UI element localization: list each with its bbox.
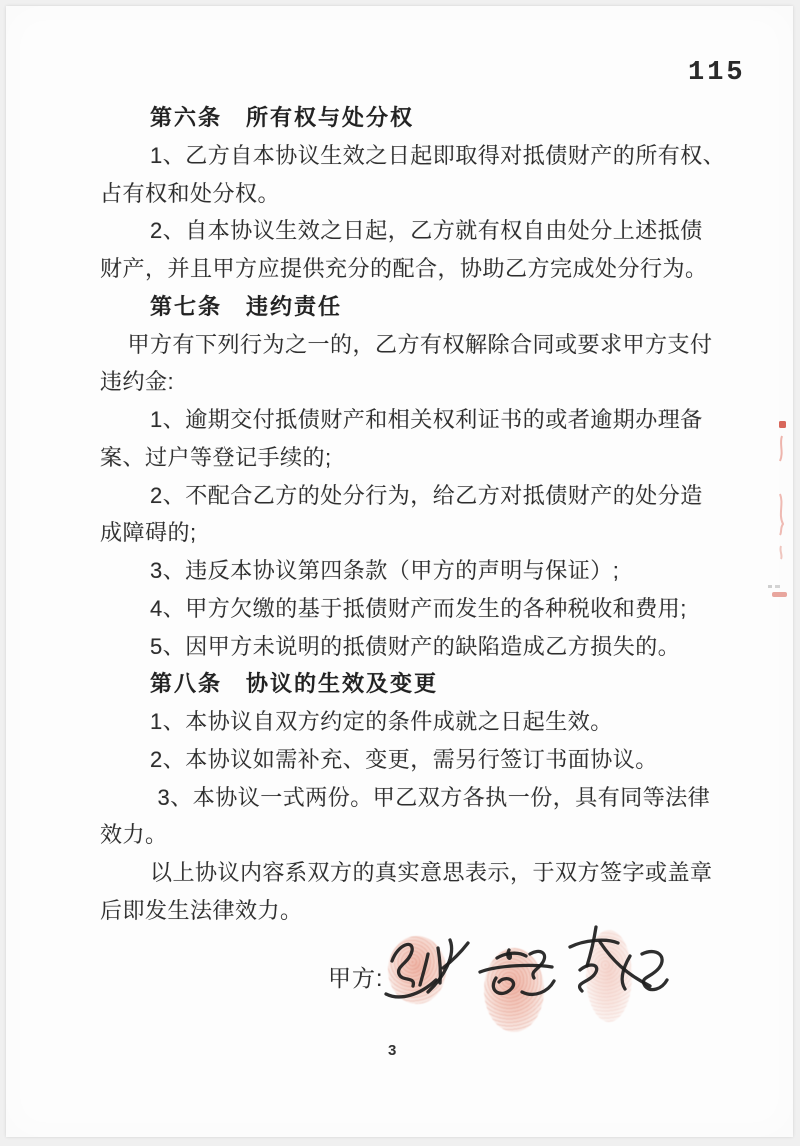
- doc-line: 1、本协议自双方约定的条件成就之日起生效。: [150, 709, 613, 734]
- doc-line: 1、逾期交付抵债财产和相关权利证书的或者逾期办理备: [150, 407, 703, 432]
- doc-line: 4、甲方欠缴的基于抵债财产而发生的各种税收和费用;: [150, 595, 687, 621]
- doc-line: 3、违反本协议第四条款（甲方的声明与保证）;: [150, 558, 620, 583]
- doc-line: 违约金:: [100, 369, 175, 395]
- clause-heading: 第六条 所有权与处分权: [150, 105, 415, 130]
- doc-line: 3、本协议一式两份。甲乙双方各执一份，具有同等法律: [157, 784, 711, 810]
- doc-line: 以上协议内容系双方的真实意思表示，于双方签字或盖章: [150, 860, 713, 885]
- doc-line: 案、过户等登记手续的;: [100, 444, 332, 470]
- doc-line: 2、不配合乙方的处分行为，给乙方对抵债财产的处分造: [150, 482, 703, 508]
- doc-line: 占有权和处分权。: [100, 180, 281, 206]
- doc-line: 后即发生法律效力。: [100, 897, 303, 923]
- document-page: [6, 6, 793, 1137]
- doc-line: 5、因甲方未说明的抵债财产的缺陷造成乙方损失的。: [150, 633, 681, 659]
- clause-heading: 第七条 违约责任: [150, 293, 343, 319]
- page-number-bottom: 3: [388, 1042, 397, 1059]
- doc-line: 财产，并且甲方应提供充分的配合，协助乙方完成处分行为。: [100, 256, 708, 281]
- doc-line: 成障碍的;: [100, 520, 197, 546]
- page-number-top: 115: [688, 58, 746, 88]
- party-a-signature-2: [480, 950, 554, 994]
- clause-heading: 第八条 协议的生效及变更: [150, 671, 439, 697]
- doc-line: 效力。: [100, 822, 168, 848]
- party-a-signature-1: [386, 940, 468, 997]
- signature-area: [6, 920, 793, 1040]
- party-a-signature-3: [570, 927, 667, 991]
- doc-line: 甲方有下列行为之一的，乙方有权解除合同或要求甲方支付: [127, 331, 713, 357]
- contract-body: [100, 99, 726, 930]
- doc-line: 2、本协议如需补充、变更，需另行签订书面协议。: [150, 746, 658, 772]
- red-stamp-edge-marks: [763, 410, 793, 620]
- doc-line: 2、自本协议生效之日起，乙方就有权自由处分上述抵债: [150, 218, 703, 244]
- handwritten-signatures: [6, 920, 793, 1040]
- party-a-label: 甲方:: [328, 965, 384, 991]
- doc-line: 1、乙方自本协议生效之日起即取得对抵债财产的所有权、: [150, 142, 726, 168]
